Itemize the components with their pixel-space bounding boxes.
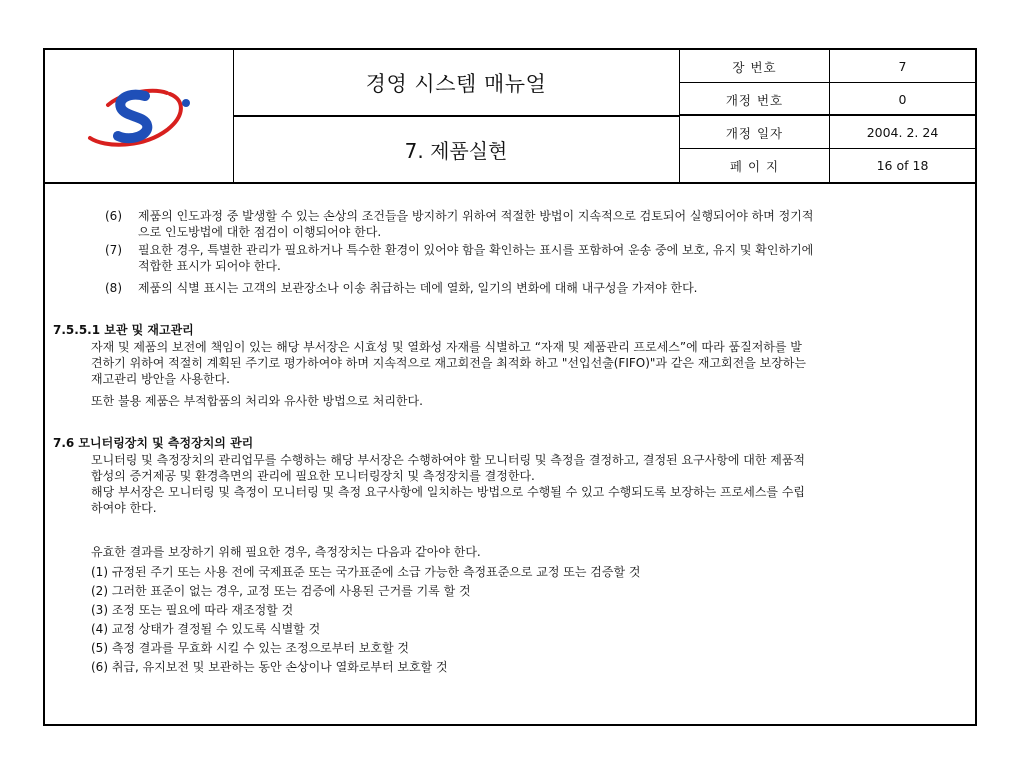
meta-value: 7 xyxy=(898,59,907,74)
item-text: 제품의 식별 표시는 고객의 보관장소나 이송 취급하는 데에 열화, 일기의 변화에 대해 내구성을 가져야 한다. xyxy=(138,281,698,295)
meta-label: 페 이 지 xyxy=(680,149,830,182)
meta-value: 2004. 2. 24 xyxy=(866,125,939,140)
paragraph-line: 유효한 결과를 보장하기 위해 필요한 경우, 측정장치는 다음과 같아야 한다. xyxy=(91,545,481,559)
meta-value: 16 of 18 xyxy=(876,158,929,173)
paragraph-line: 또한 불용 제품은 부적합품의 처리와 유사한 방법으로 처리한다. xyxy=(91,394,423,408)
header-divider xyxy=(233,115,679,116)
meta-label: 개정 일자 xyxy=(680,116,830,149)
document-meta-table xyxy=(680,50,975,182)
item-number: (6) xyxy=(105,209,122,223)
list-item: (3) 조정 또는 필요에 따라 재조정할 것 xyxy=(91,603,294,617)
item-text: 으로 인도방법에 대한 점검이 이행되어야 한다. xyxy=(138,225,382,239)
document-header xyxy=(45,50,975,184)
item-text: 필요한 경우, 특별한 관리가 필요하거나 특수한 환경이 있어야 함을 확인하는 표시를 포함하여 운송 중에 보호, 유지 및 확인하기에 xyxy=(138,243,814,257)
meta-row-revision xyxy=(680,83,975,116)
paragraph-line: 해당 부서장은 모니터링 및 측정이 모니터링 및 측정 요구사항에 일치하는 방법으로 수행될 수 있고 수행되도록 보장하는 프로세스를 수립 xyxy=(91,485,806,499)
meta-label: 개정 번호 xyxy=(680,83,830,116)
list-item: (2) 그러한 표준이 없는 경우, 교정 또는 검증에 사용된 근거를 기록 할 것 xyxy=(91,584,471,598)
item-number: (7) xyxy=(105,243,122,257)
manual-title: 경영 시스템 매뉴얼 xyxy=(233,50,680,117)
list-item: (1) 규정된 주기 또는 사용 전에 국제표준 또는 국가표준에 소급 가능한 측정표준으로 교정 또는 검증할 것 xyxy=(91,565,641,579)
paragraph-line: 모니터링 및 측정장치의 관리업무를 수행하는 해당 부서장은 수행하여야 할 모니터링 및 측정을 결정하고, 결정된 요구사항에 대한 제품적 xyxy=(91,453,806,467)
meta-row-date xyxy=(680,116,975,149)
section-heading: 7.6 모니터링장치 및 측정장치의 관리 xyxy=(53,436,254,450)
list-item: (5) 측정 결과를 무효화 시킬 수 있는 조정으로부터 보호할 것 xyxy=(91,641,409,655)
meta-row-page xyxy=(680,149,975,182)
item-number: (8) xyxy=(105,281,122,295)
company-logo xyxy=(45,50,233,182)
document-frame xyxy=(43,48,977,726)
logo-cell xyxy=(45,50,234,182)
paragraph-line: 합성의 증거제공 및 환경측면의 관리에 필요한 모니터링장치 및 측정장치를 결정한다. xyxy=(91,469,535,483)
paragraph-line: 자재 및 제품의 보전에 책임이 있는 해당 부서장은 시효성 및 열화성 자재를 식별하고 “자재 및 제품관리 프로세스”에 따라 품질저하를 발 xyxy=(91,340,802,354)
list-item: (4) 교정 상태가 결정될 수 있도록 식별할 것 xyxy=(91,622,321,636)
meta-label: 장 번호 xyxy=(680,50,830,83)
meta-value: 0 xyxy=(898,92,907,107)
paragraph-line: 하여야 한다. xyxy=(91,501,157,515)
chapter-title: 7. 제품실현 xyxy=(233,116,680,182)
paragraph-line: 재고관리 방안을 사용한다. xyxy=(91,372,230,386)
item-text: 적합한 표시가 되어야 한다. xyxy=(138,259,281,273)
meta-row-chapter xyxy=(680,50,975,83)
section-heading: 7.5.5.1 보관 및 재고관리 xyxy=(53,323,194,337)
item-text: 제품의 인도과정 중 발생할 수 있는 손상의 조건들을 방지하기 위하여 적절한 방법이 지속적으로 검토되어 실행되어야 하며 정기적 xyxy=(138,209,814,223)
paragraph-line: 견하기 위하여 적절히 계획된 주기로 평가하여야 하며 지속적으로 재고회전을 최적화 하고 "선입선출(FIFO)"과 같은 재고회전을 보장하는 xyxy=(91,356,806,370)
list-item: (6) 취급, 유지보전 및 보관하는 동안 손상이나 열화로부터 보호할 것 xyxy=(91,660,448,674)
